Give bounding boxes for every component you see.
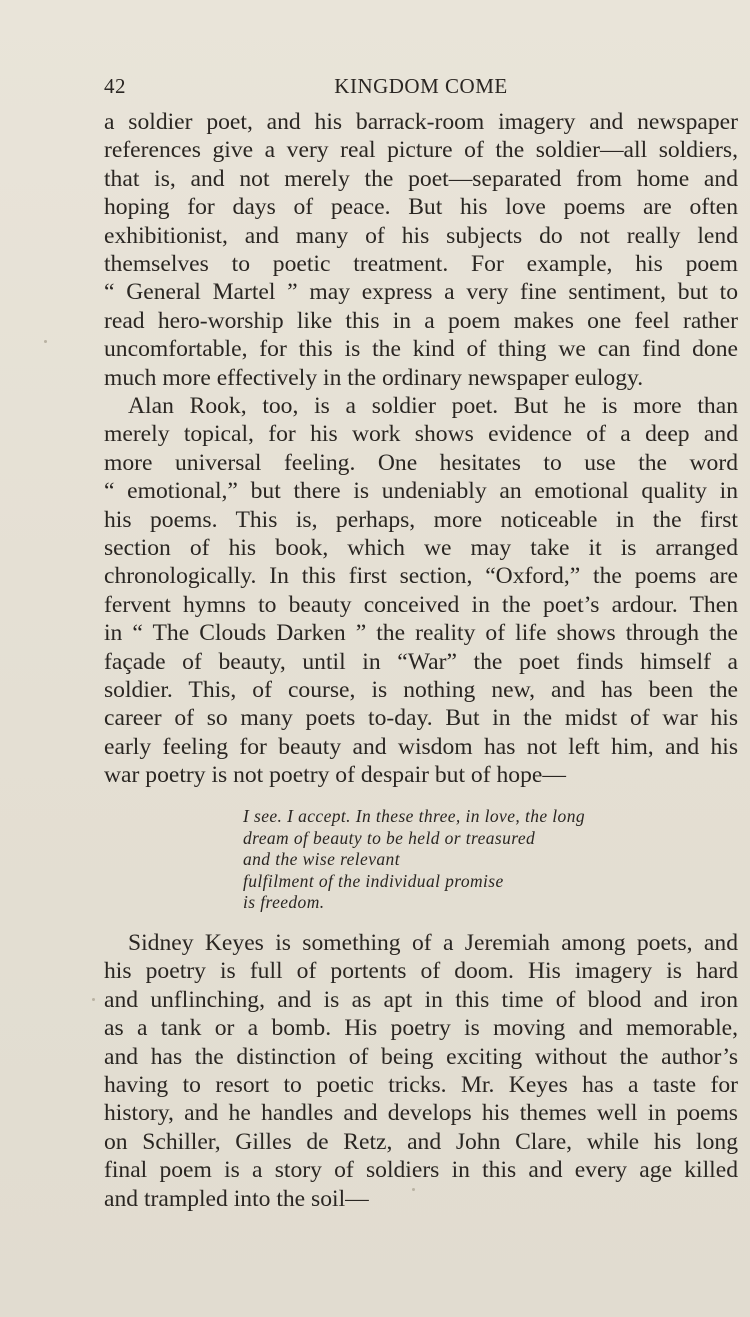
- text-line: uncomfortable, for this is the kind of thing we can find done: [104, 336, 738, 363]
- text-line: having to resort to poetic tricks. Mr. Keyes has a taste for: [104, 1072, 738, 1099]
- text-line: references give a very real picture of the soldier—all soldiers,: [104, 137, 738, 164]
- text-line: exhibitionist, and many of his subjects do not really lend: [104, 222, 738, 249]
- text-line: merely topical, for his work shows evidence of a deep and: [104, 421, 738, 448]
- text-line: hoping for days of peace. But his love poems are often: [104, 194, 738, 221]
- text-line: as a tank or a bomb. His poetry is moving and memorable,: [104, 1015, 738, 1042]
- text-line: a soldier poet, and his barrack-room imagery and newspaper: [104, 109, 738, 135]
- text-line: façade of beauty, until in “War” the poet finds himself a: [104, 648, 738, 675]
- text-line: “ General Martel ” may express a very fine sentiment, but to: [104, 279, 738, 306]
- page-number: 42: [104, 74, 126, 98]
- verse-line: I see. I accept. In these three, in love, the long: [243, 806, 586, 826]
- text-line: section of his book, which we may take it is arranged: [104, 535, 738, 562]
- paper-speck: [44, 340, 47, 343]
- paper-speck: [412, 1188, 415, 1191]
- text-line: soldier. This, of course, is nothing new, and has been the: [104, 677, 738, 704]
- text-line: war poetry is not poetry of despair but of hope—: [104, 762, 566, 789]
- text-line: “ emotional,” but there is undeniably an emotional quality in: [104, 478, 738, 505]
- text-line: and trampled into the soil—: [104, 1185, 369, 1212]
- verse-line: fulfilment of the individual promise: [243, 870, 504, 891]
- text-line: in “ The Clouds Darken ” the reality of life shows through the: [104, 620, 738, 647]
- text-line: chronologically. In this first section, “Oxford,” the poems are: [104, 563, 738, 590]
- running-head: [104, 74, 738, 98]
- text-line: read hero-worship like this in a poem makes one feel rather: [104, 307, 738, 334]
- running-title: KINGDOM COME: [334, 74, 508, 98]
- verse-line: and the wise relevant: [243, 849, 400, 869]
- text-line: fervent hymns to beauty conceived in the poet’s ardour. Then: [104, 591, 738, 618]
- text-line: Alan Rook, too, is a soldier poet. But he is more than: [128, 393, 738, 419]
- verse-line: is freedom.: [243, 892, 325, 912]
- paper-speck: [92, 998, 95, 1001]
- text-line: final poem is a story of soldiers in this and every age killed: [104, 1157, 738, 1184]
- paragraph-2: [104, 392, 738, 790]
- text-line: more universal feeling. One hesitates to use the word: [104, 449, 738, 476]
- text-line: Sidney Keyes is something of a Jeremiah among poets, and: [128, 930, 738, 956]
- verse-line: dream of beauty to be held or treasured: [243, 827, 536, 848]
- paragraph-1: [104, 108, 738, 392]
- text-line: and has the distinction of being exciting without the author’s: [104, 1043, 738, 1070]
- text-line: his poetry is full of portents of doom. His imagery is hard: [104, 958, 738, 985]
- text-line: career of so many poets to-day. But in the midst of war his: [104, 705, 738, 732]
- verse-quotation: [243, 806, 703, 914]
- text-line: history, and he handles and develops his themes well in poems: [104, 1100, 738, 1127]
- text-line: that is, and not merely the poet—separated from home and: [104, 165, 738, 192]
- text-line: much more effectively in the ordinary newspaper eulogy.: [104, 364, 644, 391]
- text-line: his poems. This is, perhaps, more noticeable in the first: [104, 506, 738, 533]
- paragraph-3: [104, 929, 738, 1213]
- text-line: on Schiller, Gilles de Retz, and John Clare, while his long: [104, 1128, 738, 1155]
- text-line: early feeling for beauty and wisdom has not left him, and his: [104, 733, 738, 760]
- text-line: themselves to poetic treatment. For example, his poem: [104, 251, 738, 278]
- text-line: and unflinching, and is as apt in this time of blood and iron: [104, 986, 738, 1013]
